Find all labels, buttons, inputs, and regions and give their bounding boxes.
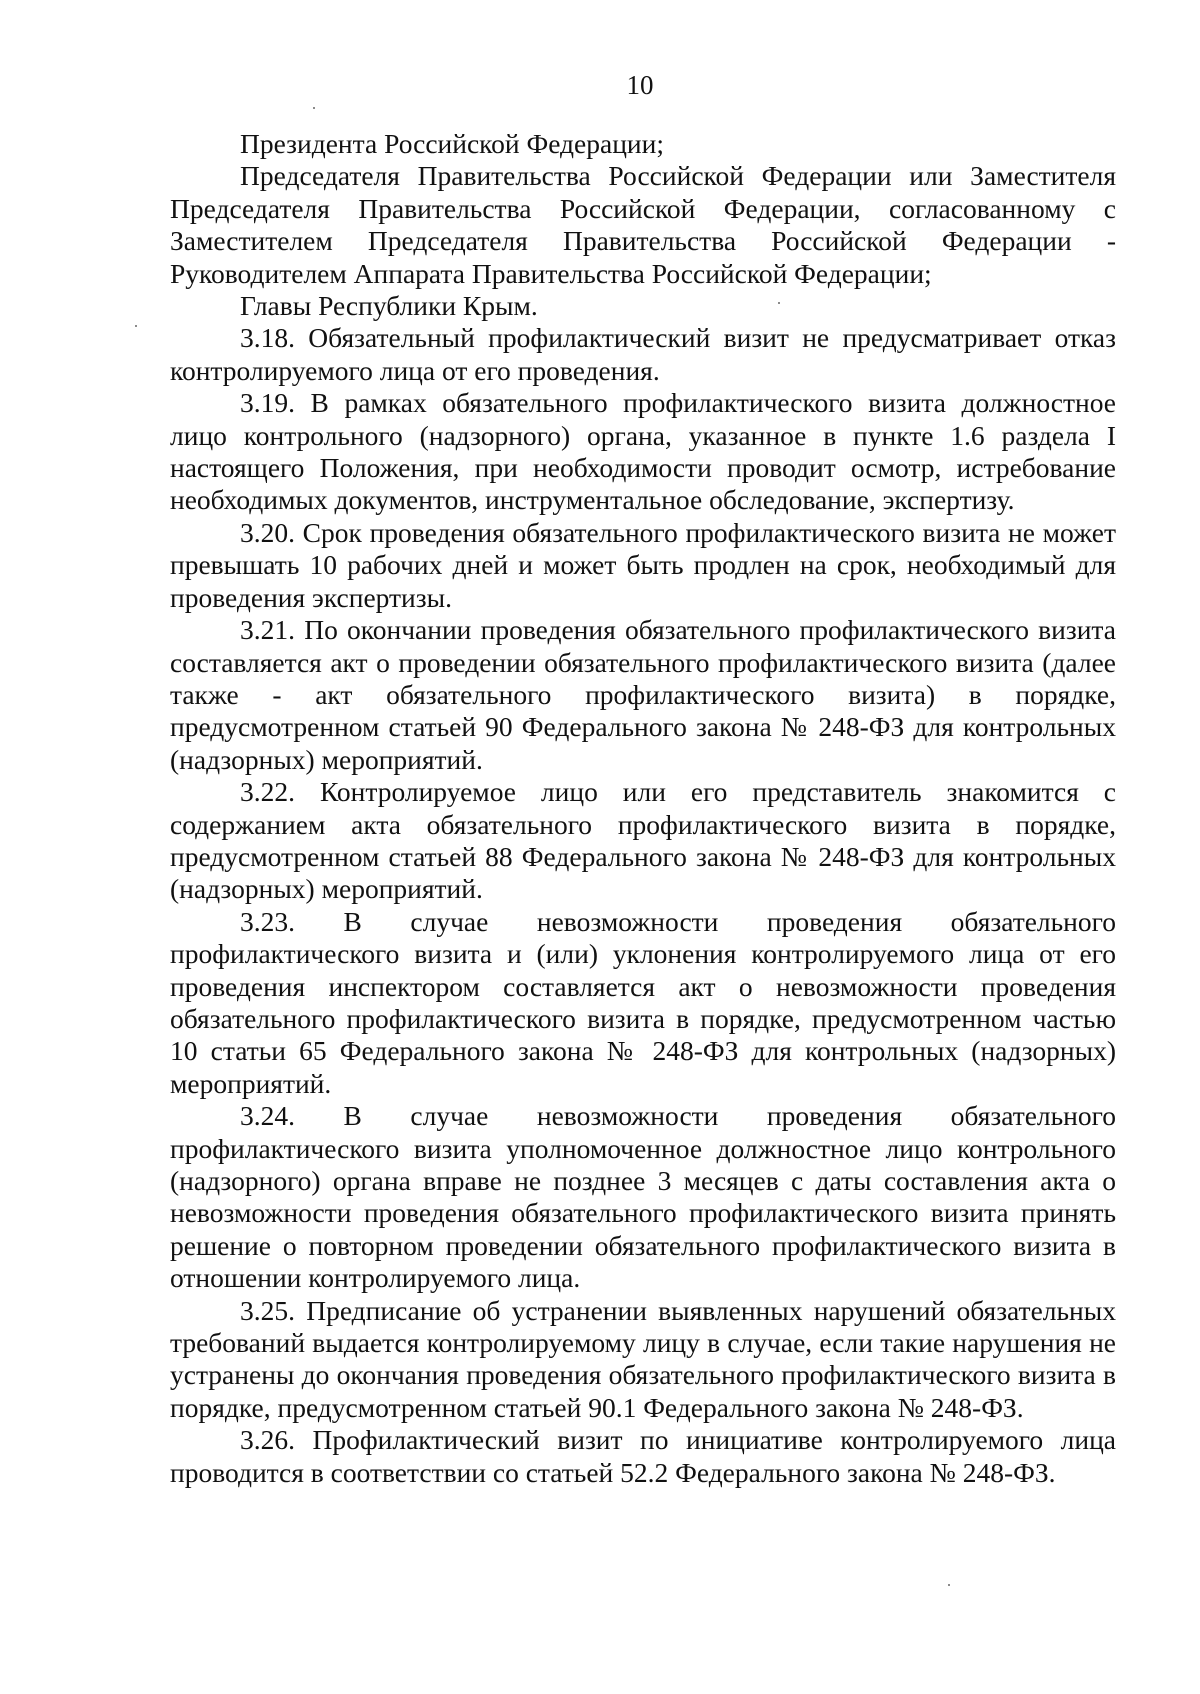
paragraph-3-19: 3.19. В рамках обязательного профилактического визита должностное лицо контрольного (надзорного) органа, указанное в пункте 1.6 раздела I настоящего Положения, при необходимости проводит осмотр, истребование необходимых документов, инструментальное обследование, экспертизу. [170,387,1116,516]
paragraph-3-26: 3.26. Профилактический визит по инициативе контролируемого лица проводится в соответствии со статьей 52.2 Федерального закона № 248-ФЗ. [170,1424,1116,1488]
scan-speck [313,107,315,109]
paragraph-chairman: Председателя Правительства Российской Федерации или Заместителя Председателя Правительства Российской Федерации, согласованному с Заместителем Председателя Правительства Российской Федерации - Руководителем Аппарата Правительства Российской Федерации; [170,160,1116,289]
paragraph-president: Президента Российской Федерации; [240,128,664,159]
paragraph-3-20: 3.20. Срок проведения обязательного профилактического визита не может превышать 10 рабочих дней и может быть продлен на срок, необходимый для проведения экспертизы. [170,516,1116,613]
paragraph-3-21: 3.21. По окончании проведения обязательного профилактического визита составляется акт о проведении обязательного профилактического визита (далее также - акт обязательного профилактического визита) в порядке, предусмотренном статьей 90 Федерального закона № 248-ФЗ для контрольных (надзорных) мероприятий. [170,614,1116,775]
paragraph-3-18: 3.18. Обязательный профилактический визит не предусматривает отказ контролируемого лица от его проведения. [170,322,1116,386]
page-number: 10 [626,70,654,100]
scan-speck [948,1584,950,1586]
paragraph-crimea-head: Главы Республики Крым. [240,290,538,322]
paragraph-3-24: 3.24. В случае невозможности проведения обязательного профилактического визита уполномоченное должностное лицо контрольного (надзорного) органа вправе не позднее 3 месяцев с даты составления акта о невозможности проведения обязательного профилактического визита принять решение о повторном проведении обязательного профилактического визита в отношении контролируемого лица. [170,1100,1116,1294]
scan-speck [135,325,137,327]
paragraph-3-23: 3.23. В случае невозможности проведения обязательного профилактического визита и (или) уклонения контролируемого лица от его проведения инспектором составляется акт о невозможности проведения обязательного профилактического визита в порядке, предусмотренном частью 10 статьи 65 Федерального закона № 248-ФЗ для контрольных (надзорных) мероприятий. [170,905,1116,1099]
scan-speck [778,302,780,304]
document-body [170,128,1116,1489]
paragraph-3-25: 3.25. Предписание об устранении выявленных нарушений обязательных требований выдается контролируемому лицу в случае, если такие нарушения не устранены до окончания проведения обязательного профилактического визита в порядке, предусмотренном статьей 90.1 Федерального закона № 248-ФЗ. [170,1294,1116,1423]
paragraph-3-22: 3.22. Контролируемое лицо или его представитель знакомится с содержанием акта обязательного профилактического визита в порядке, предусмотренном статьей 88 Федерального закона № 248-ФЗ для контрольных (надзорных) мероприятий. [170,776,1116,905]
